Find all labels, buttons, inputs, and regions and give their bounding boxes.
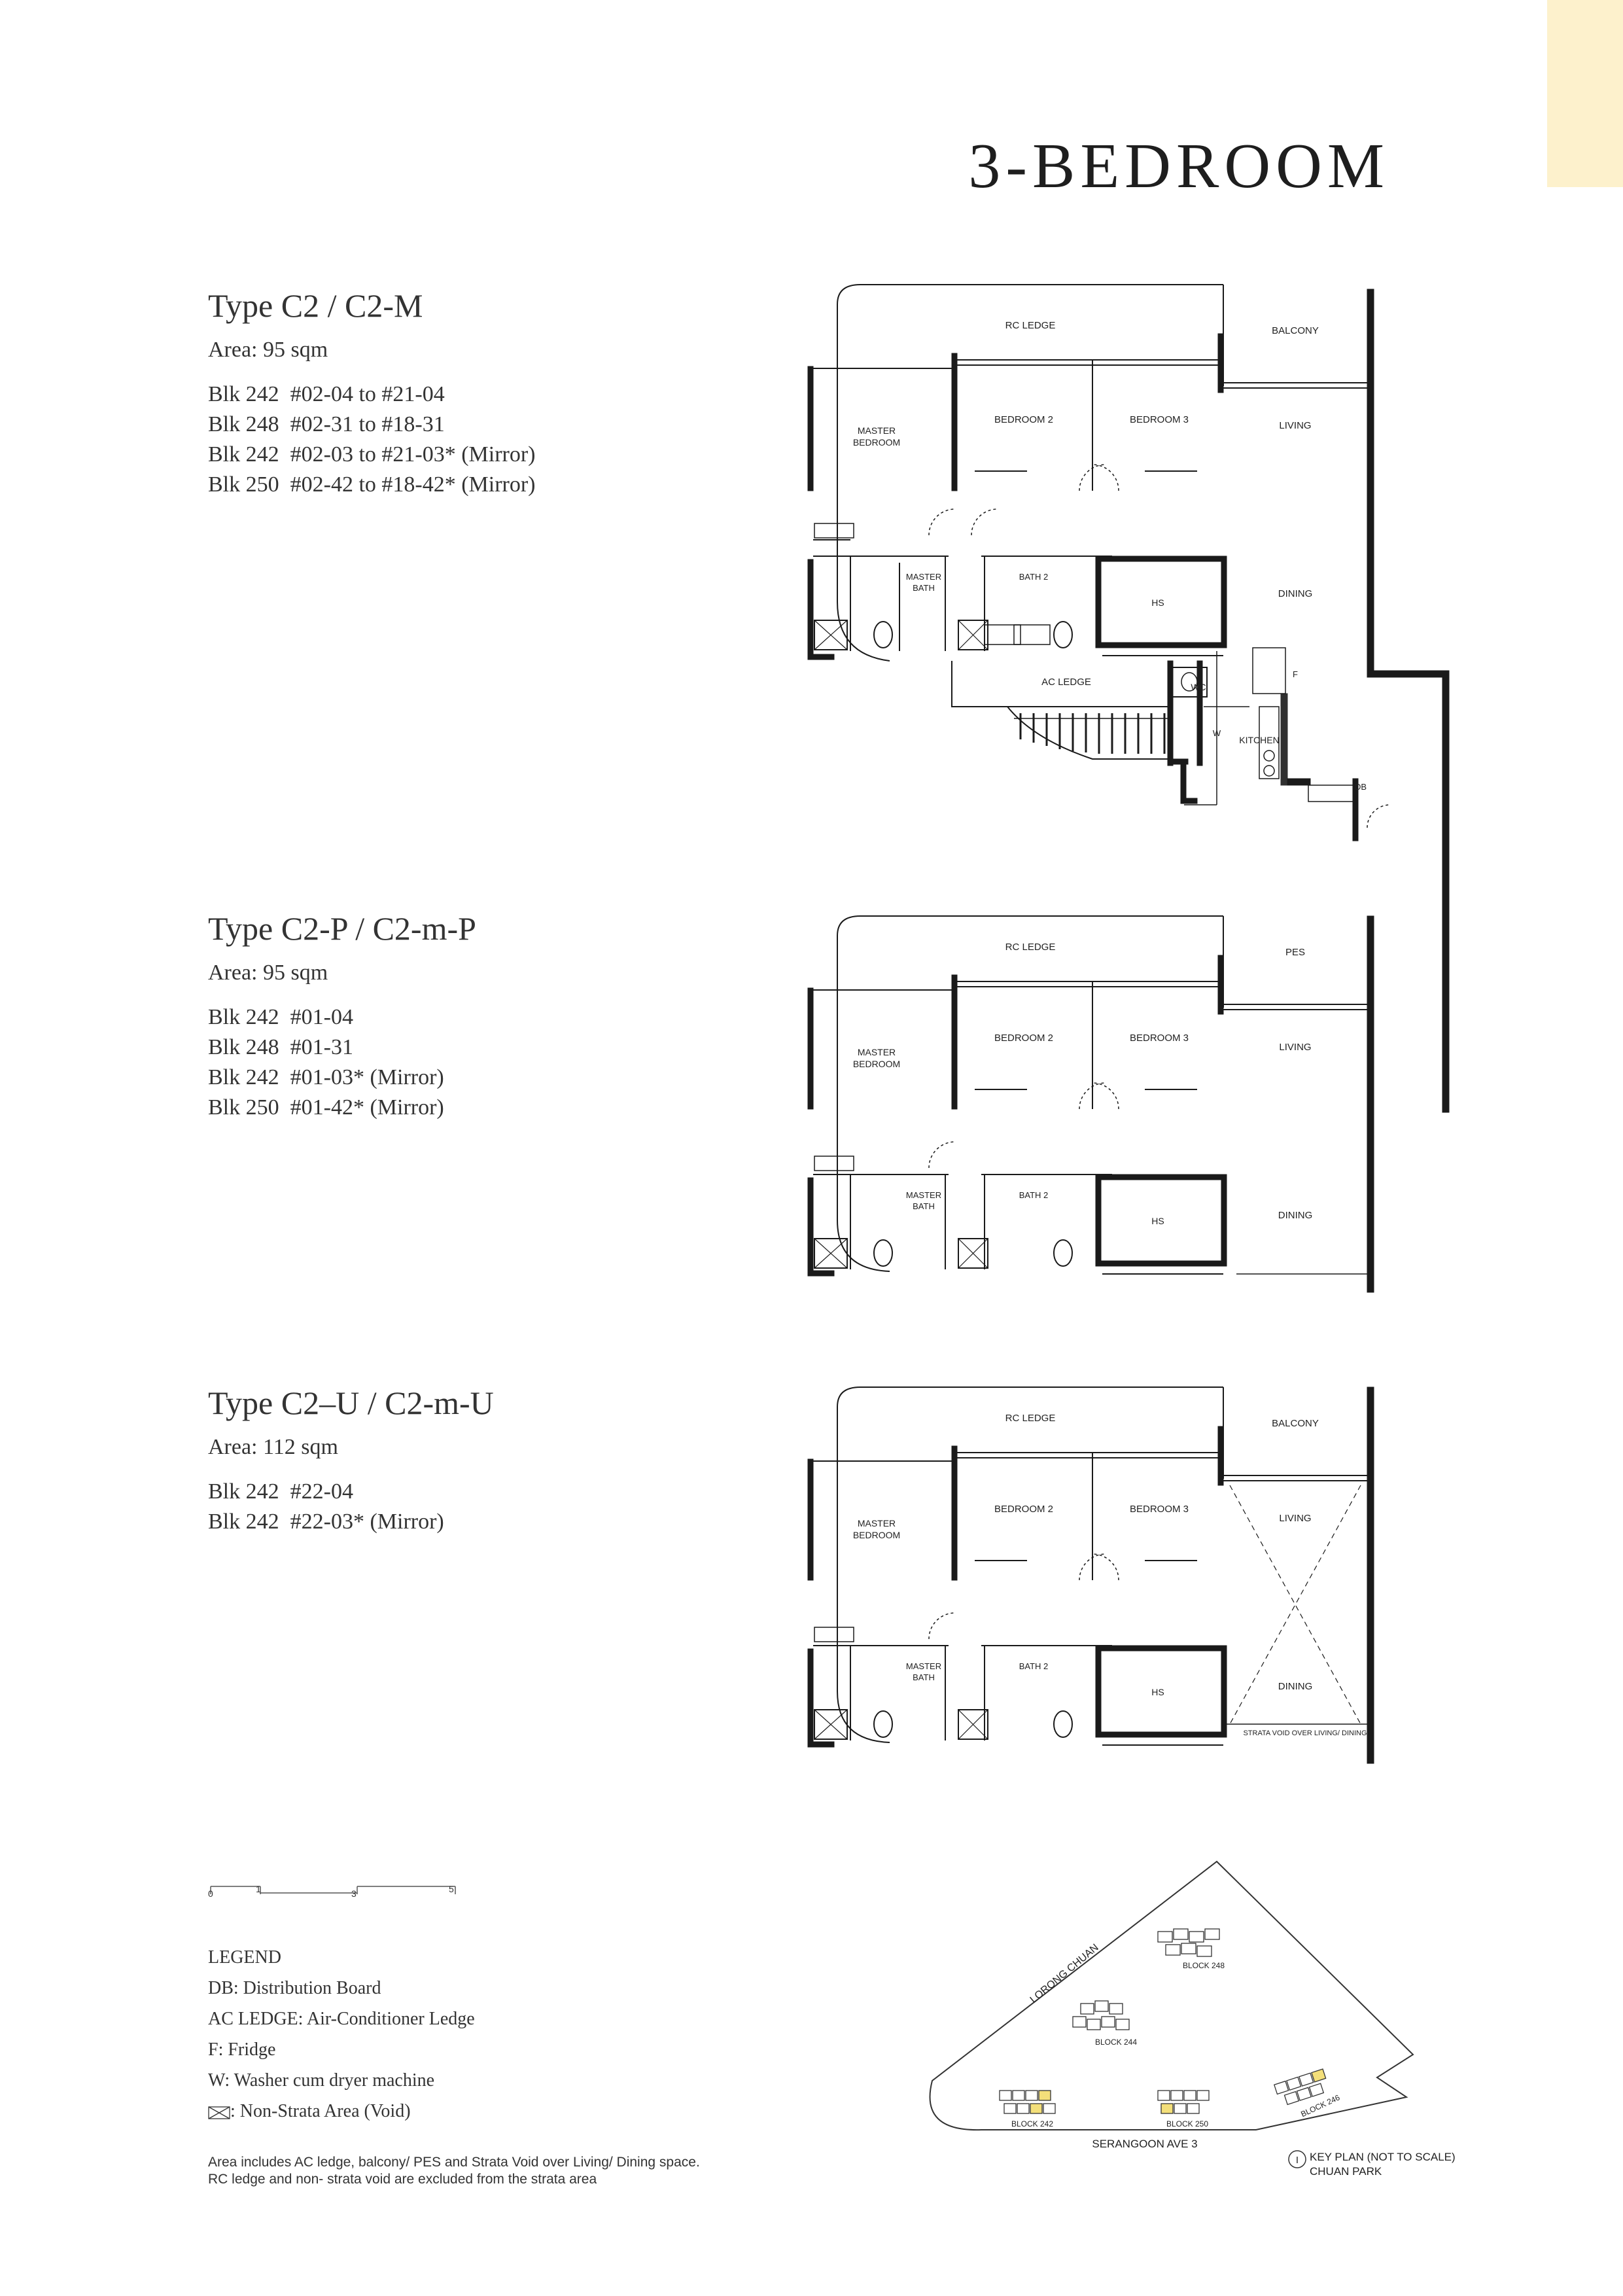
legend-item: F: Fridge bbox=[208, 2040, 276, 2060]
ledge-curve bbox=[837, 365, 890, 661]
room-label: LIVING bbox=[1279, 1513, 1312, 1524]
room-label: BALCONY bbox=[1272, 325, 1319, 336]
type-title: Type C2–U / C2-m-U bbox=[208, 1385, 494, 1421]
legend-item: W: Washer cum dryer machine bbox=[208, 2070, 435, 2091]
room-label: BEDROOM 3 bbox=[1129, 1504, 1189, 1515]
room-label: BEDROOM bbox=[852, 1530, 901, 1540]
strata-note: STRATA VOID OVER LIVING/ DINING bbox=[1243, 1729, 1367, 1737]
unit-line: Blk 242 #22-04 bbox=[208, 1479, 353, 1504]
type-area: Area: 95 sqm bbox=[208, 338, 328, 362]
room-label: PES bbox=[1285, 947, 1306, 958]
room-label: MASTER bbox=[857, 425, 896, 436]
floor-plan-c2-u bbox=[752, 1384, 1406, 1763]
legend-item: AC LEDGE: Air-Conditioner Ledge bbox=[208, 2009, 475, 2029]
block-label: BLOCK 248 bbox=[1182, 1961, 1225, 1970]
room-label: BATH bbox=[913, 583, 935, 593]
type-area: Area: 112 sqm bbox=[208, 1435, 338, 1459]
void-icon bbox=[208, 2106, 230, 2119]
room-label: MASTER bbox=[905, 1661, 942, 1671]
room-label: DINING bbox=[1278, 1210, 1313, 1221]
key-plan bbox=[909, 1858, 1456, 2215]
scale-label: 3 bbox=[351, 1888, 357, 1899]
room-label: BATH 2 bbox=[1019, 1661, 1049, 1671]
unit-line: Blk 242 #02-03 to #21-03* (Mirror) bbox=[208, 442, 536, 467]
room-label: MASTER bbox=[905, 1190, 942, 1200]
room-label: BEDROOM bbox=[852, 437, 901, 448]
room-label: BATH bbox=[913, 1672, 935, 1682]
room-label: F bbox=[1293, 669, 1298, 679]
type-title: Type C2-P / C2-m-P bbox=[208, 910, 476, 947]
room-label: HS bbox=[1151, 1216, 1164, 1226]
block-244-icon bbox=[1073, 2001, 1129, 2030]
room-label: DB bbox=[1354, 782, 1367, 792]
unit-line: Blk 250 #01-42* (Mirror) bbox=[208, 1095, 444, 1120]
footnote-line: RC ledge and non- strata void are excluded from the strata area bbox=[208, 2172, 597, 2187]
key-plan-caption: KEY PLAN (NOT TO SCALE) bbox=[1310, 2151, 1456, 2163]
room-label: BALCONY bbox=[1272, 1418, 1319, 1429]
floor-plan-c2-p bbox=[752, 913, 1406, 1292]
type-info-c2 bbox=[208, 287, 536, 500]
unit-line: Blk 250 #02-42 to #18-42* (Mirror) bbox=[208, 472, 536, 497]
legend-item: DB: Distribution Board bbox=[208, 1978, 381, 1998]
road-label: LORONG CHUAN bbox=[1028, 1942, 1101, 2006]
site-boundary bbox=[930, 1862, 1413, 2130]
scale-label: 5 bbox=[449, 1884, 454, 1894]
room-label: LIVING bbox=[1279, 1042, 1312, 1053]
type-area: Area: 95 sqm bbox=[208, 961, 328, 985]
room-label: AC LEDGE bbox=[1041, 677, 1091, 688]
room-label: BEDROOM 2 bbox=[994, 1504, 1054, 1515]
block-label: BLOCK 250 bbox=[1166, 2119, 1209, 2128]
block-248-icon bbox=[1158, 1929, 1219, 1956]
room-label: BATH bbox=[913, 1201, 935, 1211]
block-label: BLOCK 246 bbox=[1299, 2093, 1342, 2119]
block-242-icon bbox=[1000, 2091, 1055, 2113]
block-label: BLOCK 244 bbox=[1094, 2038, 1138, 2047]
north-label: I bbox=[1295, 2155, 1299, 2166]
room-label: HS bbox=[1151, 1687, 1164, 1697]
room-label: DINING bbox=[1278, 588, 1313, 599]
room-label: RC LEDGE bbox=[1005, 1413, 1056, 1424]
unit-list bbox=[208, 1477, 494, 1537]
key-plan-caption: CHUAN PARK bbox=[1310, 2165, 1382, 2178]
room-label: LIVING bbox=[1279, 420, 1312, 431]
legend bbox=[208, 1942, 475, 2127]
room-label: KITCHEN bbox=[1239, 735, 1280, 745]
footnote bbox=[208, 2154, 700, 2188]
unit-line: Blk 248 #01-31 bbox=[208, 1035, 353, 1059]
type-info-c2-u bbox=[208, 1384, 494, 1537]
unit-list bbox=[208, 380, 536, 500]
unit-line: Blk 248 #02-31 to #18-31 bbox=[208, 412, 445, 436]
block-250-icon bbox=[1158, 2091, 1209, 2113]
room-label: BATH 2 bbox=[1019, 1190, 1049, 1200]
unit-line: Blk 242 #22-03* (Mirror) bbox=[208, 1510, 444, 1534]
type-info-c2-p bbox=[208, 910, 476, 1123]
room-label: BATH 2 bbox=[1019, 572, 1049, 582]
footnote-line: Area includes AC ledge, balcony/ PES and Strata Void over Living/ Dining space. bbox=[208, 2155, 700, 2170]
scale-label: 0 bbox=[208, 1888, 213, 1899]
ac-ledge-curve bbox=[1007, 707, 1171, 759]
void-label: : Non-Strata Area (Void) bbox=[230, 2101, 411, 2121]
room-label: W bbox=[1212, 728, 1221, 738]
room-label: RC LEDGE bbox=[1005, 320, 1056, 331]
room-label: BEDROOM 2 bbox=[994, 414, 1054, 425]
unit-list bbox=[208, 1002, 476, 1123]
unit-line: Blk 242 #02-04 to #21-04 bbox=[208, 382, 445, 406]
room-label: BEDROOM bbox=[852, 1059, 901, 1069]
room-label: MASTER bbox=[857, 1518, 896, 1528]
section-tab bbox=[1547, 0, 1623, 187]
room-label: HS bbox=[1151, 597, 1164, 608]
room-label: RC LEDGE bbox=[1005, 942, 1056, 953]
room-label: BEDROOM 3 bbox=[1129, 1033, 1189, 1044]
block-label: BLOCK 242 bbox=[1011, 2119, 1054, 2128]
road-label: SERANGOON AVE 3 bbox=[1092, 2138, 1198, 2150]
room-label: DINING bbox=[1278, 1681, 1313, 1692]
unit-line: Blk 242 #01-03* (Mirror) bbox=[208, 1065, 444, 1089]
legend-item-void bbox=[208, 2096, 475, 2127]
scale-bar bbox=[207, 1881, 481, 1924]
floor-plan-c2 bbox=[752, 281, 1505, 844]
room-label: WC bbox=[1191, 682, 1206, 692]
room-label: MASTER bbox=[857, 1047, 896, 1057]
room-label: BEDROOM 3 bbox=[1129, 414, 1189, 425]
room-label: MASTER bbox=[905, 572, 942, 582]
type-title: Type C2 / C2-M bbox=[208, 287, 423, 324]
page-title: 3-BEDROOM bbox=[968, 131, 1389, 202]
scale-label: 1 bbox=[256, 1884, 261, 1894]
unit-line: Blk 242 #01-04 bbox=[208, 1005, 353, 1029]
legend-heading: LEGEND bbox=[208, 1947, 281, 1968]
room-label: BEDROOM 2 bbox=[994, 1033, 1054, 1044]
